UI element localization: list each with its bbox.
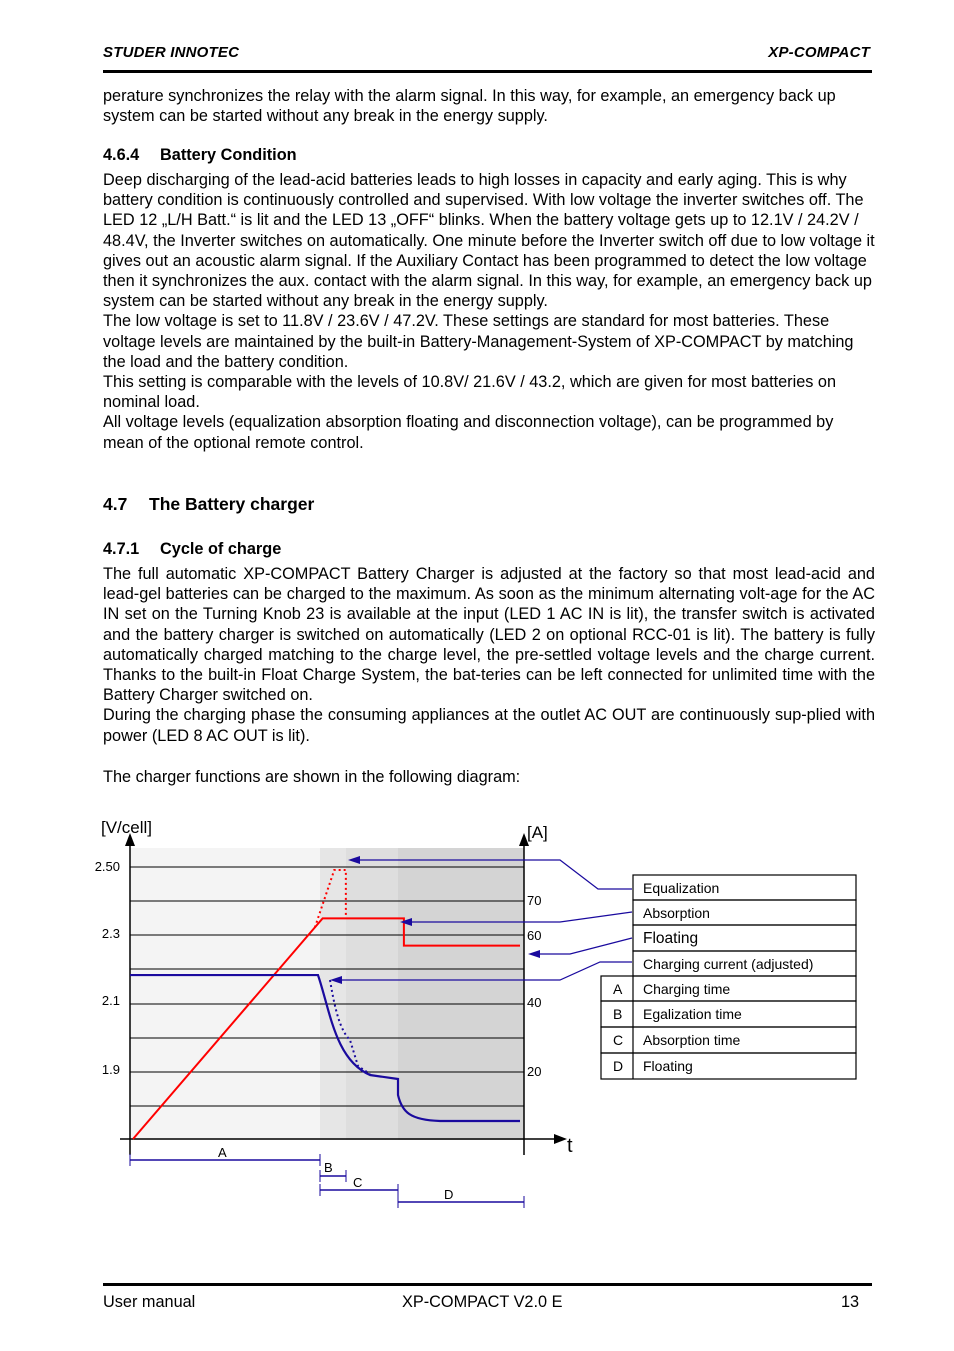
phase-d-area [398,848,524,1140]
legend-key: B [613,1006,623,1022]
left-tick-label: 2.1 [101,993,120,1008]
legend-label: Charging time [643,981,731,997]
phase-a-area [130,848,320,1140]
footer-page-number: 13 [841,1293,860,1311]
phase-label: B [324,1160,333,1175]
time-axis-arrow [554,1134,567,1144]
heading-title: Battery Condition [160,146,297,164]
heading-number: 4.7.1 [103,540,140,558]
heading-title: Cycle of charge [160,540,282,558]
phase-label: A [218,1145,227,1160]
legend-table [601,875,856,1079]
time-axis-label: t [567,1135,573,1157]
right-tick-label: 70 [527,893,542,908]
right-tick-label: 40 [527,995,542,1010]
phase-label: C [353,1175,363,1190]
header-company: STUDER INNOTEC [103,44,240,61]
footer-left: User manual [103,1293,196,1311]
footer-rule [103,1283,872,1286]
legend-label: Equalization [643,880,720,896]
heading-number: 4.7 [103,494,128,514]
legend-label: Floating [643,1058,693,1074]
left-tick-label: 2.50 [94,859,120,874]
legend-label: Egalization time [643,1006,742,1022]
connector-arrow [528,950,540,958]
left-tick-label: 1.9 [101,1062,120,1077]
connector-line [538,938,632,954]
phase-c-area [346,848,398,1140]
phase-markers [130,1145,524,1208]
paragraph: The full automatic XP-COMPACT Battery Charger is adjusted at the factory so that most lead-acid and lead-gel batteries can be charged to the maximum. As soon as the minimum alternating volt-age for the AC IN set on the Turning Knob 23 is available at the input (LED 1 AC IN is lit), the transfer switch is activated and the battery charger is switched on automatically (LED 2 on optional RCC-01 is lit). The battery is fully automatically charged matching to the charge level, the pre-settled voltage levels and the charge current. Thanks to the built-in Float Charge System, the bat-teries can be left connected for unlimited time with the Battery Charger switched on. [103,565,875,705]
right-axis-label: [A] [527,823,548,842]
paragraph: Deep discharging of the lead-acid batteries leads to high losses in capacity and early aging. This is why battery condition is continuously controlled and supervised. With low voltage the inverter switches off. The LED 12 „L/H Batt.“ is lit and the LED 13 „OFF“ blinks. When the battery voltage gets up to 12.1V / 24.2V / 48.4V, the Inverter switches on automatically. One minute before the Inverter switch off due to low voltage it gives out an acoustic alarm signal. If the Auxiliary Contact has been programmed to detect the low voltage then it synchronizes the aux. contact with the alarm signal. In this way, for example, an emergency back up system can be started without any break in the energy supply. [103,171,875,311]
paragraph: All voltage levels (equalization absorption floating and disconnection voltage), can be programmed by mean of the optional remote control. [103,413,834,452]
paragraph: The low voltage is set to 11.8V / 23.6V / 47.2V. These settings are standard for most batteries. These voltage levels are maintained by the built-in Battery-Management-System of XP-COMPACT by matching the load and the battery condition. [103,312,854,371]
right-tick-label: 60 [527,928,542,943]
heading-number: 4.6.4 [103,146,140,164]
paragraph: During the charging phase the consuming appliances at the outlet AC OUT are continuously sup-plied with power (LED 8 AC OUT is lit). [103,706,875,745]
diagram-intro: The charger functions are shown in the following diagram: [103,768,521,786]
legend-label: Absorption [643,905,710,921]
legend-key: D [613,1058,624,1074]
legend-key: A [613,981,623,997]
right-tick-label: 20 [527,1064,542,1079]
legend-label: Charging current (adjusted) [643,956,814,972]
heading-title: The Battery charger [149,494,315,514]
paragraph: This setting is comparable with the levels of 10.8V/ 21.6V / 43.2, which are given for most batteries on nominal load. [103,373,837,412]
legend-label: Absorption time [643,1032,741,1048]
legend-label: Floating [643,930,699,947]
phase-label: D [444,1187,454,1202]
footer-center: XP-COMPACT V2.0 E [402,1293,563,1311]
legend-row [601,1053,856,1079]
left-axis-label: [V/cell] [101,818,153,837]
header-product: XP-COMPACT [768,44,870,61]
left-tick-label: 2.3 [101,926,120,941]
legend-key: C [613,1032,624,1048]
intro-paragraph: perature synchronizes the relay with the alarm signal. In this way, for example, an emergency back up system can be started without any break in the energy supply. [103,87,836,126]
